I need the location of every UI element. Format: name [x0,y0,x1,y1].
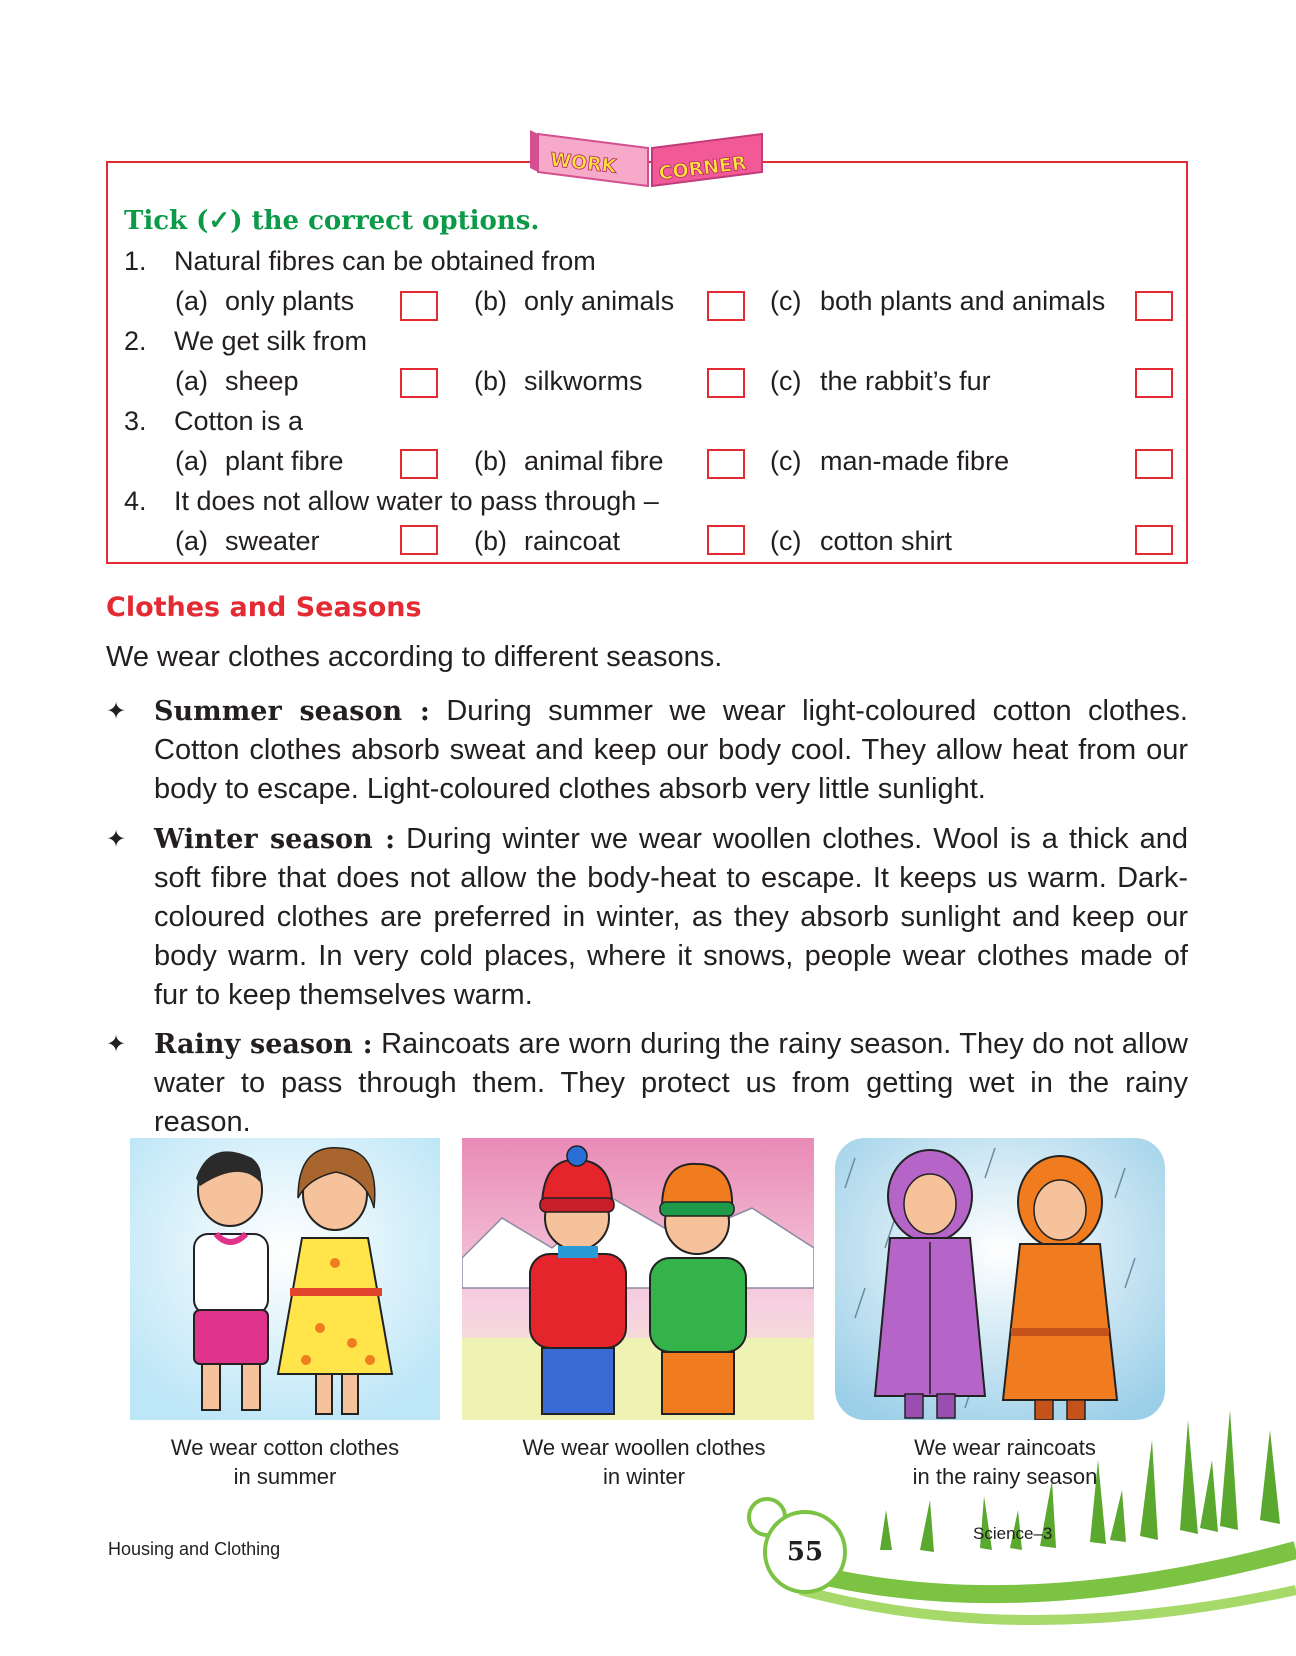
caption-winter: We wear woollen clothes in winter [522,1435,766,1489]
bullet-label: Rainy season : [154,1029,373,1060]
checkbox-4a[interactable] [400,525,438,555]
question-text: It does not allow water to pass through – [174,486,659,516]
checkbox-2c[interactable] [1135,368,1173,398]
star-bullet-icon: ✦ [106,826,127,853]
question-text: Cotton is a [174,406,304,436]
checkbox-4b[interactable] [707,525,745,555]
option-1a: (a) only plants [175,286,355,316]
option-3a: (a) plant fibre [175,446,344,476]
option-4b: (b) raincoat [474,526,621,556]
checkbox-2a[interactable] [400,368,438,398]
option-3c: (c) man-made fibre [770,446,1010,476]
intro-paragraph: We wear clothes according to different seasons. [106,641,723,673]
checkbox-1a[interactable] [400,291,438,321]
checkbox-1b[interactable] [707,291,745,321]
bullet-text: Raincoats are worn during the rainy season. They do not allow water to pass through them. They protect us from getting wet in the rainy reason. [154,1028,1188,1138]
bullet-label: Winter season : [154,824,396,855]
star-bullet-icon: ✦ [106,698,127,725]
banner-word-work: WORK [549,148,618,178]
rainy-illustration [835,1138,1165,1420]
bullet-text: During winter we wear woollen clothes. Wool is a thick and soft fibre that does not allow the body-heat to escape. It keeps us warm. Dark-coloured clothes are preferred in winter, as they absorb sunlight and keep our body warm. In very cold places, where it snows, people wear clothes made of fur to keep themselves warm. [154,823,1189,1011]
footer-book-title: Science–3 [973,1524,1053,1543]
option-4a: (a) sweater [175,526,320,556]
option-2b: (b) silkworms [474,366,643,396]
option-1b: (b) only animals [474,286,675,316]
option-2a: (a) sheep [175,366,299,396]
work-corner-banner [530,128,770,190]
instruction-heading: Tick (✓) the correct options. [124,206,540,236]
option-2c: (c) the rabbit’s fur [770,366,991,396]
bullet-label: Summer season : [154,696,430,727]
checkbox-3c[interactable] [1135,449,1173,479]
checkbox-1c[interactable] [1135,291,1173,321]
option-4c: (c) cotton shirt [770,526,953,556]
checkbox-3a[interactable] [400,449,438,479]
bullet-text: During summer we wear light-coloured cotton clothes. Cotton clothes absorb sweat and keep our body cool. They allow heat from our body to escape. Light-coloured clothes absorb very little sunlight. [154,695,1188,805]
question-number: 4. [124,486,147,516]
question-number: 3. [124,406,147,436]
checkbox-3b[interactable] [707,449,745,479]
checkbox-4c[interactable] [1135,525,1173,555]
winter-illustration [462,1138,814,1420]
question-text: Natural fibres can be obtained from [174,246,596,276]
bullet-rainy [106,1025,1188,1145]
caption-rainy: We wear raincoats in the rainy season [912,1435,1098,1489]
page-number: 55 [763,1510,847,1594]
footer-chapter-title: Housing and Clothing [108,1539,281,1559]
question-number: 2. [124,326,147,356]
banner-word-corner: CORNER [657,152,748,185]
option-1c: (c) both plants and animals [770,286,1106,316]
option-3b: (b) animal fibre [474,446,664,476]
checkbox-2b[interactable] [707,368,745,398]
caption-summer: We wear cotton clothes in summer [170,1435,400,1489]
bullet-summer [106,692,1188,812]
star-bullet-icon: ✦ [106,1031,127,1058]
summer-illustration [130,1138,440,1420]
bullet-winter [106,820,1188,1020]
question-number: 1. [124,246,147,276]
section-heading: Clothes and Seasons [106,592,422,623]
question-text: We get silk from [174,326,368,356]
